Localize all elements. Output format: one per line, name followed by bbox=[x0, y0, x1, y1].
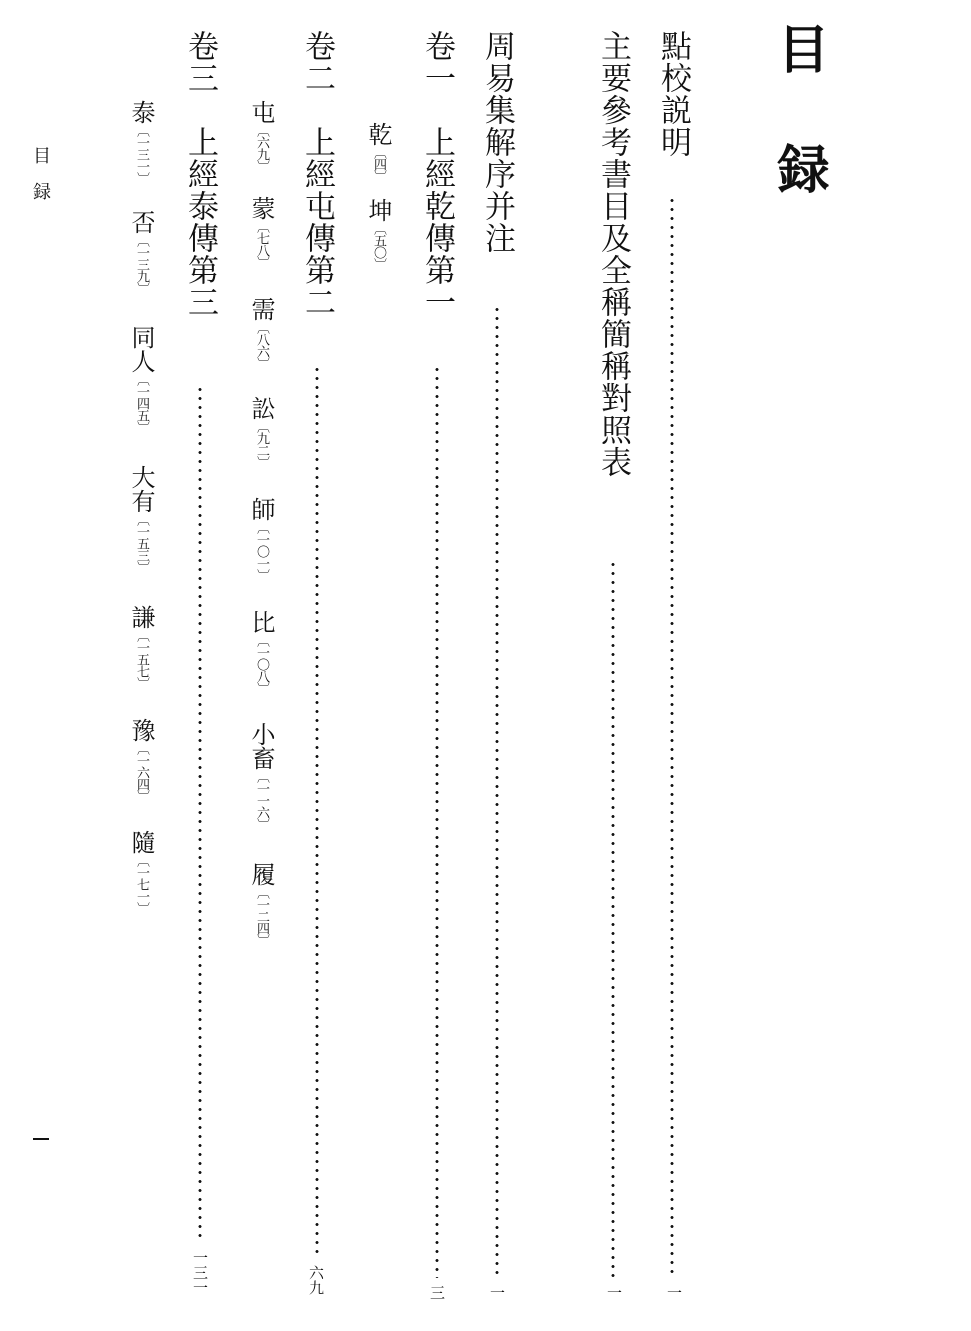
hexagram-name: 否 bbox=[127, 210, 155, 234]
hexagram-item[interactable] bbox=[249, 497, 273, 581]
hexagram-page: 〔一一六〕 bbox=[254, 770, 269, 830]
page-folio-mark bbox=[33, 1138, 49, 1140]
toc-entry-page: 一 bbox=[665, 1285, 683, 1300]
hexagram-name: 師 bbox=[247, 497, 275, 521]
leader-dots bbox=[495, 305, 499, 1278]
hexagram-name: 比 bbox=[247, 610, 275, 634]
hexagram-item[interactable] bbox=[249, 722, 273, 830]
hexagram-page: 〔一四五〕 bbox=[134, 373, 149, 433]
hexagram-page: 〔五〇〕 bbox=[371, 222, 386, 270]
toc-entry-page: 六九 bbox=[307, 1265, 325, 1295]
toc-entry-page: 一 bbox=[605, 1285, 623, 1300]
leader-dots bbox=[198, 385, 202, 1240]
hexagram-name: 訟 bbox=[247, 396, 275, 420]
leader-dots bbox=[670, 196, 674, 1278]
hexagram-item[interactable] bbox=[129, 100, 153, 184]
toc-entry-title[interactable]: 卷一 上經乾傳第一 bbox=[419, 30, 455, 318]
toc-entry-title[interactable]: 卷二 上經屯傳第二 bbox=[299, 30, 335, 318]
hexagram-name: 坤 bbox=[364, 198, 392, 222]
hexagram-item[interactable] bbox=[249, 100, 273, 172]
hexagram-page: 〔一五三〕 bbox=[134, 513, 149, 573]
page-title-char-2: 録 bbox=[768, 142, 829, 194]
hexagram-name: 履 bbox=[247, 862, 275, 886]
hexagram-item[interactable] bbox=[129, 605, 153, 689]
toc-entry-page: 一三一 bbox=[191, 1250, 209, 1295]
hexagram-item[interactable] bbox=[249, 610, 273, 694]
hexagram-item[interactable] bbox=[129, 465, 153, 573]
leader-dots bbox=[315, 365, 319, 1253]
hexagram-page: 〔九二〕 bbox=[254, 420, 269, 468]
hexagram-name: 小畜 bbox=[247, 722, 275, 770]
running-head: 目 録 bbox=[30, 146, 51, 200]
hexagram-name: 需 bbox=[247, 297, 275, 321]
hexagram-item[interactable] bbox=[249, 196, 273, 268]
toc-entry-page: 一 bbox=[488, 1285, 506, 1300]
hexagram-item[interactable] bbox=[249, 862, 273, 946]
toc-entry-page: 三 bbox=[428, 1285, 446, 1300]
hexagram-name: 屯 bbox=[247, 100, 275, 124]
toc-entry-title[interactable]: 主要參考書目及全稱簡稱對照表 bbox=[595, 30, 631, 478]
leader-dots bbox=[435, 365, 439, 1278]
hexagram-name: 乾 bbox=[364, 122, 392, 146]
hexagram-item[interactable] bbox=[366, 198, 390, 270]
hexagram-page: 〔四〕 bbox=[371, 146, 386, 182]
hexagram-name: 泰 bbox=[127, 100, 155, 124]
hexagram-page: 〔一六四〕 bbox=[134, 742, 149, 802]
hexagram-name: 隨 bbox=[127, 830, 155, 854]
hexagram-page: 〔六九〕 bbox=[254, 124, 269, 172]
hexagram-name: 謙 bbox=[127, 605, 155, 629]
hexagram-item[interactable] bbox=[129, 830, 153, 914]
page-title-char-1: 目 bbox=[768, 22, 829, 74]
hexagram-page: 〔七八〕 bbox=[254, 220, 269, 268]
hexagram-name: 大有 bbox=[127, 465, 155, 513]
hexagram-item[interactable] bbox=[129, 210, 153, 294]
hexagram-page: 〔一三一〕 bbox=[134, 124, 149, 184]
hexagram-page: 〔一〇八〕 bbox=[254, 634, 269, 694]
hexagram-page: 〔一二四〕 bbox=[254, 886, 269, 946]
hexagram-page: 〔一五七〕 bbox=[134, 629, 149, 689]
hexagram-item[interactable] bbox=[249, 396, 273, 468]
hexagram-name: 蒙 bbox=[247, 196, 275, 220]
hexagram-item[interactable] bbox=[366, 122, 390, 182]
leader-dots bbox=[611, 560, 615, 1278]
hexagram-page: 〔一三九〕 bbox=[134, 234, 149, 294]
hexagram-item[interactable] bbox=[249, 297, 273, 369]
toc-entry-title[interactable]: 周易集解序并注 bbox=[479, 30, 515, 254]
hexagram-page: 〔一七一〕 bbox=[134, 854, 149, 914]
hexagram-page: 〔八六〕 bbox=[254, 321, 269, 369]
hexagram-name: 豫 bbox=[127, 718, 155, 742]
hexagram-name: 同人 bbox=[127, 325, 155, 373]
hexagram-page: 〔一〇一〕 bbox=[254, 521, 269, 581]
toc-entry-title[interactable]: 點校説明 bbox=[655, 30, 691, 158]
hexagram-item[interactable] bbox=[129, 718, 153, 802]
toc-entry-title[interactable]: 卷三 上經泰傳第三 bbox=[182, 30, 218, 318]
hexagram-item[interactable] bbox=[129, 325, 153, 433]
